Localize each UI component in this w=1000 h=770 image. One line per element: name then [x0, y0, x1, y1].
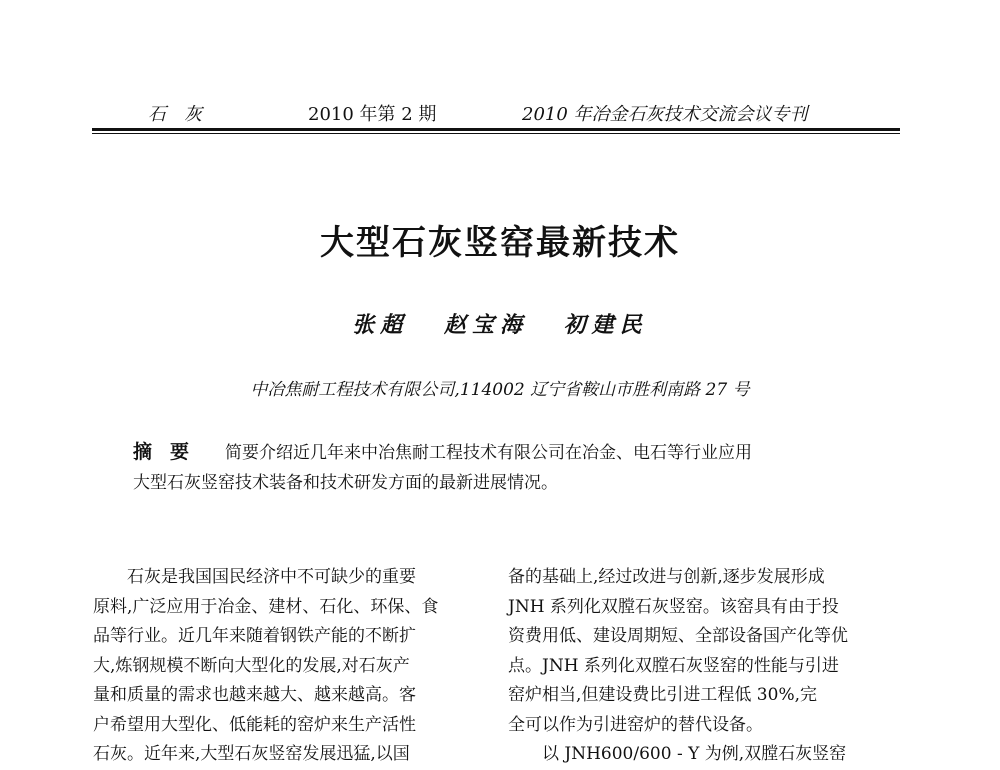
author-list: [0, 308, 1000, 339]
body-text-line: 户希望用大型化、低能耗的窑炉来生产活性: [93, 714, 416, 735]
body-text-line: 点。JNH 系列化双膛石灰竖窑的性能与引进: [508, 655, 839, 676]
header-journal-name: 石灰: [148, 104, 220, 125]
body-text-line: JNH 系列化双膛石灰竖窑。该窑具有由于投: [508, 596, 839, 617]
body-text-line: 原料,广泛应用于冶金、建材、石化、环保、食: [93, 596, 439, 617]
running-header: [0, 100, 1000, 128]
abstract-label: 摘要: [133, 441, 208, 463]
body-text-line: 品等行业。近几年来随着钢铁产能的不断扩: [93, 626, 416, 646]
body-text-line: 量和质量的需求也越来越大、越来越高。客: [93, 685, 416, 705]
header-issue: 2010 年第 2 期: [308, 104, 437, 125]
affiliation: 中冶焦耐工程技术有限公司,114002 辽宁省鞍山市胜利南路 27 号: [250, 380, 750, 400]
author-name: 初建民: [563, 312, 648, 338]
body-column-right: [508, 563, 898, 770]
header-rule-thin: [92, 133, 900, 134]
body-text-line: 全可以作为引进窑炉的替代设备。: [508, 714, 763, 735]
author-name: 张超: [352, 312, 409, 338]
body-text-line: 以 JNH600/600 - Y 为例,双膛石灰竖窑: [542, 744, 847, 764]
body-text-line: 窑炉相当,但建设费比引进工程低 30%,完: [508, 685, 817, 705]
body-text-line: 石灰是我国国民经济中不可缺少的重要: [127, 567, 416, 587]
author-name: 赵宝海: [443, 312, 528, 338]
body-text-line: 大,炼钢规模不断向大型化的发展,对石灰产: [93, 655, 410, 676]
header-special-issue: 2010 年冶金石灰技术交流会议专刊: [522, 104, 808, 125]
paper-title: 大型石灰竖窑最新技术: [320, 223, 680, 263]
header-rule-thick: [92, 128, 900, 131]
body-column-left: [93, 563, 483, 770]
abstract-text-line: 简要介绍近几年来中冶焦耐工程技术有限公司在冶金、电石等行业应用: [225, 443, 753, 463]
body-text-line: 资费用低、建设周期短、全部设备国产化等优: [508, 626, 848, 646]
body-text-line: 备的基础上,经过改进与创新,逐步发展形成: [508, 567, 825, 587]
abstract-text-line: 大型石灰竖窑技术装备和技术研发方面的最新进展情况。: [133, 473, 558, 493]
body-text-line: 石灰。近年来,大型石灰竖窑发展迅猛,以国: [93, 744, 410, 764]
abstract: [133, 437, 873, 498]
